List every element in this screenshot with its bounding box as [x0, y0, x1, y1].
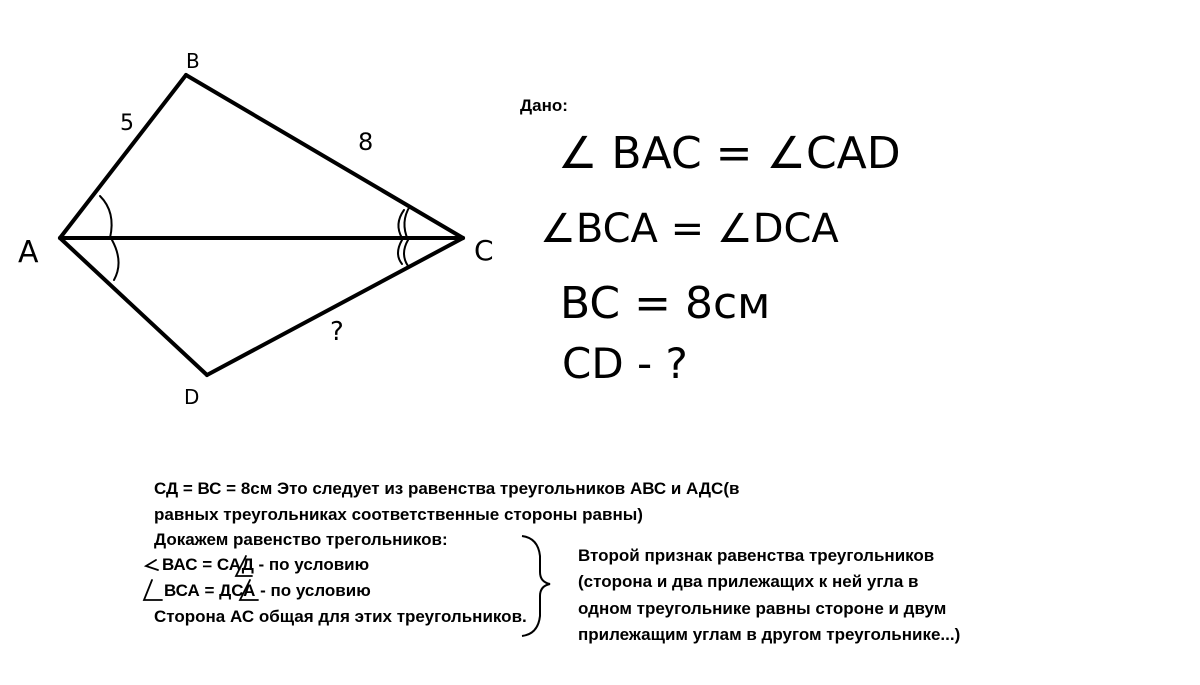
proof-line-6: Сторона АС общая для этих треугольников. [154, 607, 527, 626]
vertex-label-b: B [186, 49, 200, 73]
side-label-bc: 8 [358, 128, 374, 156]
vertex-label-d: D [184, 385, 200, 409]
given-line-4: CD - ? [562, 339, 688, 388]
proof-line-3: Докажем равенство трегольников: [154, 530, 448, 549]
vertex-label-c: C [474, 234, 494, 267]
given-title: Дано: [520, 96, 568, 115]
criterion-line-2: (сторона и два прилежащих к ней угла в [578, 572, 919, 591]
side-label-cd: ? [330, 317, 344, 347]
proof-line-4: ВАС = САД - по условию [162, 555, 370, 574]
criterion-line-1: Второй признак равенства треугольников [578, 546, 935, 565]
criterion-line-3: одном треугольнике равны стороне и двум [578, 599, 947, 618]
given-line-2: ∠BCA = ∠DCA [540, 206, 839, 252]
given-line-3: BC = 8см [560, 278, 771, 329]
proof-line-1: СД = ВС = 8см Это следует из равенства треугольников АВС и АДС(в [154, 479, 740, 498]
proof-line-2: равных треугольниках соответственные стороны равны) [154, 505, 643, 524]
criterion-line-4: прилежащим углам в другом треугольнике...) [578, 625, 961, 644]
side-label-ab: 5 [120, 111, 134, 136]
proof-line-5: ВСА = ДСА - по условию [164, 581, 371, 600]
given-line-1: ∠ BAC = ∠CAD [558, 128, 901, 179]
vertex-label-a: A [18, 235, 39, 270]
